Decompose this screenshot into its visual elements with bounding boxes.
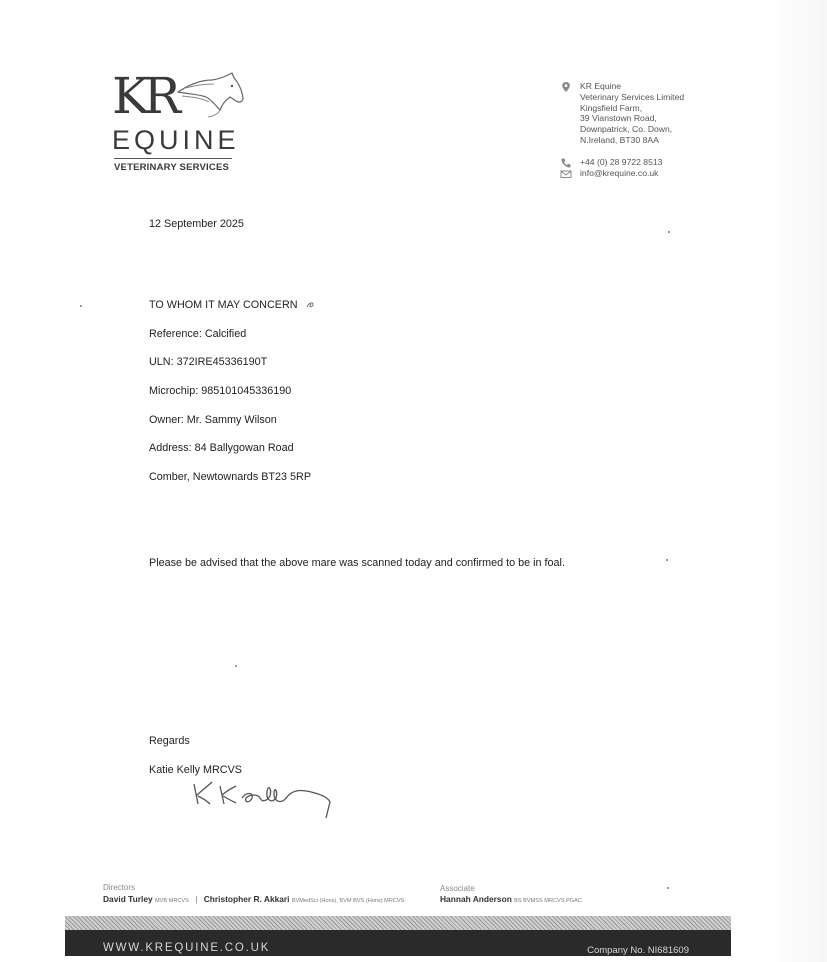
directors-line: [103, 894, 404, 904]
address-line: 39 Vianstown Road,: [580, 113, 657, 124]
address-line: Downpatrick, Co. Down,: [580, 124, 673, 135]
address-line: N.Ireland, BT30 8AA: [580, 134, 659, 145]
location-pin-icon: [560, 81, 572, 93]
horse-head-icon: [176, 70, 246, 120]
scan-edge-shade: [767, 0, 827, 962]
address-row: [560, 81, 760, 146]
scan-speck: [667, 887, 669, 889]
address-line: KR Equine: [580, 81, 622, 91]
owner-address-line2: Comber, Newtownards BT23 5RP: [149, 471, 312, 483]
phone-row: [560, 157, 760, 168]
scan-speck: [80, 305, 82, 307]
director-name: David Turley: [103, 894, 153, 904]
pen-mark-icon: [305, 300, 317, 310]
company-number: Company No. NI681609: [587, 945, 689, 956]
director-separator: |: [195, 894, 198, 904]
associate-qualifications: BS BVMSS MRCVS PGAC: [514, 898, 582, 904]
owner-line: Owner: Mr. Sammy Wilson: [149, 414, 277, 426]
logo-divider: [114, 158, 232, 159]
letter-closing: Regards: [149, 735, 190, 747]
associate-line: [440, 894, 582, 904]
director-qualifications: BVMedSci (Hons), BVM BVS (Hons) MRCVS: [291, 898, 405, 904]
letter-body: Please be advised that the above mare was scanned today and confirmed to be in foal.: [149, 557, 565, 569]
associate-name: Hannah Anderson: [440, 894, 512, 904]
scan-speck: [666, 559, 668, 561]
director-name: Christopher R. Akkari: [203, 894, 290, 904]
salutation-text: TO WHOM IT MAY CONCERN: [149, 299, 298, 311]
letter-salutation: [149, 299, 317, 311]
footer-texture-strip: [65, 916, 731, 930]
signatory-name: Katie Kelly MRCVS: [149, 764, 243, 776]
owner-address-line1: Address: 84 Ballygowan Road: [149, 442, 294, 454]
phone-number: +44 (0) 28 9722 8513: [580, 156, 663, 167]
associate-label: Associate: [440, 884, 475, 893]
reference-line: Reference: Calcified: [149, 328, 247, 340]
company-logo: [110, 66, 270, 176]
handwritten-signature: [188, 776, 338, 820]
letter-date: 12 September 2025: [149, 218, 244, 230]
envelope-icon: [560, 168, 572, 180]
email-address: info@krequine.co.uk: [580, 167, 659, 178]
footer-bar: [65, 930, 731, 956]
director-qualifications: MVB MRCVS: [154, 898, 189, 904]
uln-line: ULN: 372IRE45336190T: [149, 356, 268, 368]
directors-label: Directors: [103, 883, 136, 892]
scan-speck: [235, 665, 237, 667]
company-address-block: [560, 81, 760, 178]
address-line: Veterinary Services Limited: [580, 91, 685, 102]
scan-speck: [668, 231, 670, 233]
logo-mark: KR: [112, 67, 175, 125]
address-line: Kingsfield Farm,: [580, 102, 643, 113]
email-row: [560, 168, 760, 179]
website-text: WWW.KREQUINE.CO.UK: [103, 942, 271, 954]
logo-name: EQUINE: [112, 125, 240, 155]
logo-tagline: VETERINARY SERVICES: [114, 162, 230, 173]
microchip-line: Microchip: 985101045336190: [149, 385, 292, 397]
